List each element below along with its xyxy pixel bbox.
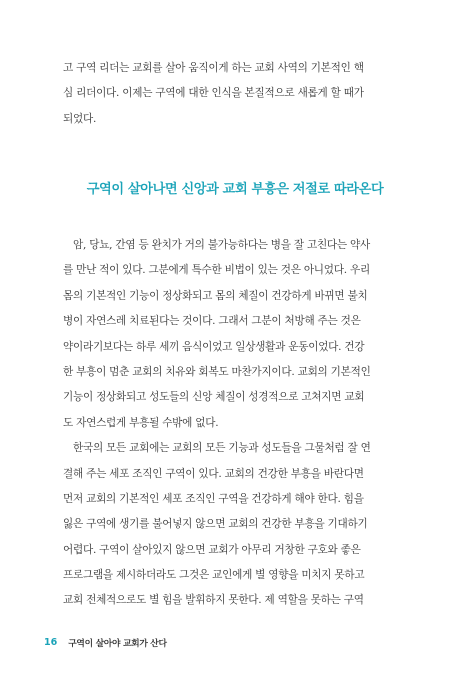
section-heading: 구역이 살아나면 신앙과 교회 부흥은 저절로 따라온다 <box>86 182 384 197</box>
intro-line: 고 구역 리더는 교회를 살아 움직이게 하는 교회 사역의 기본적인 핵 <box>63 62 364 74</box>
body-text <box>63 233 408 614</box>
body-line: 암, 당뇨, 간염 등 완치가 거의 불가능하다는 병을 잘 고친다는 약사 <box>73 239 370 251</box>
page-number: 16 <box>44 636 58 648</box>
page-footer <box>44 634 167 650</box>
body-line: 를 만난 적이 있다. 그분에게 특수한 비법이 있는 것은 아니었다. 우리 <box>63 264 370 277</box>
body-line: 먼저 교회의 기본적인 세포 조직인 구역을 건강하게 해야 한다. 힘을 <box>63 492 364 505</box>
body-line: 도 자연스럽게 부흥될 수밖에 없다. <box>63 416 219 429</box>
body-line: 한 부흥이 멈춘 교회의 치유와 회복도 마찬가지이다. 교회의 기본적인 <box>63 365 371 378</box>
body-line: 한국의 모든 교회에는 교회의 모든 기능과 성도들을 그물처럼 잘 연 <box>73 442 371 455</box>
body-line: 교회 전체적으로도 별 힘을 발휘하지 못한다. 제 역할을 못하는 구역 <box>63 594 364 607</box>
body-line: 어렵다. 구역이 살아있지 않으면 교회가 아무리 거창한 구호와 좋은 <box>63 543 361 556</box>
body-line: 잃은 구역에 생기를 불어넣지 않으면 교회의 건강한 부흥을 기대하기 <box>63 518 368 531</box>
intro-line: 되었다. <box>63 112 97 125</box>
body-line: 결해 주는 세포 조직인 구역이 있다. 교회의 건강한 부흥을 바란다면 <box>63 467 364 480</box>
body-line: 병이 자연스레 치료된다는 것이다. 그래서 그분이 처방해 주는 것은 <box>63 315 361 328</box>
body-line: 기능이 정상화되고 성도들의 신앙 체질이 성경적으로 고쳐지면 교회 <box>63 391 365 404</box>
intro-paragraph <box>63 56 408 132</box>
intro-line: 심 리더이다. 이제는 구역에 대한 인식을 본질적으로 새롭게 할 때가 <box>63 87 364 100</box>
body-line: 프로그램을 제시하더라도 그것은 교인에게 별 영향을 미치지 못하고 <box>63 569 365 582</box>
body-line: 약이라기보다는 하루 세끼 음식이었고 일상생활과 운동이었다. 건강 <box>63 340 365 353</box>
running-title: 구역이 살아야 교회가 산다 <box>68 638 167 649</box>
body-line: 몸의 기본적인 기능이 정상화되고 몸의 체질이 건강하게 바뀌면 불치 <box>63 289 368 302</box>
